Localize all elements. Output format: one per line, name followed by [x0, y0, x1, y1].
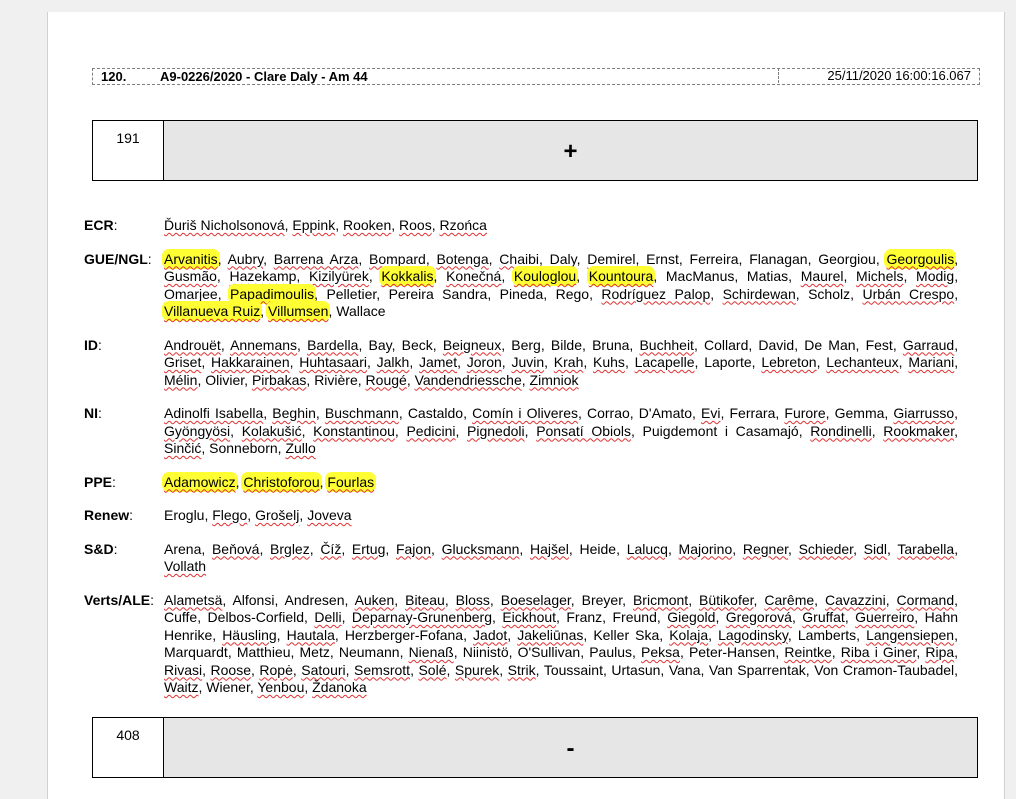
member-name: Franz	[566, 609, 603, 625]
member-name: Spurek	[454, 661, 500, 678]
member-name: Evi	[701, 405, 721, 421]
member-name: Wiener	[206, 679, 250, 695]
against-count: 408	[93, 718, 164, 777]
member-name: Matias	[746, 268, 789, 284]
member-name: Sidl	[863, 540, 888, 557]
group-label-text: Verts/ALE	[84, 591, 151, 608]
member-name: Carême	[764, 591, 815, 608]
member-name: Toussaint	[543, 661, 603, 678]
member-name: Roos	[399, 217, 432, 233]
member-name: Kokkalis	[381, 268, 434, 284]
member-name: Rzońca	[439, 217, 487, 233]
member-name: Hajšel	[530, 540, 569, 557]
member-name: Marquardt	[164, 644, 228, 660]
member-name: Olivier	[205, 371, 245, 388]
member-name: Ďuriš Nicholsonová	[164, 217, 285, 233]
member-name: Metz	[299, 644, 330, 660]
member-name: Pirbakas	[251, 371, 307, 388]
member-name: Ertug	[351, 540, 386, 557]
vote-title: A9-0226/2020 - Clare Daly - Am 44	[160, 69, 368, 84]
member-name: Konstantinou	[313, 422, 395, 439]
group-label-text: S&D	[84, 540, 114, 557]
member-name: Juvin	[511, 354, 545, 370]
member-name: Michels	[856, 268, 904, 284]
group-label: ECR:	[84, 217, 118, 233]
member-name: Villumsen	[268, 303, 329, 319]
member-name: Beghin	[272, 405, 316, 421]
member-name: Bay	[368, 336, 392, 353]
member-name: Puigdemont i Casamajó	[642, 422, 799, 439]
member-name: Maurel	[800, 268, 844, 284]
member-name: David	[758, 336, 795, 353]
member-name: Bricmont	[632, 591, 689, 608]
member-name: Arena	[164, 540, 202, 557]
member-name: Rookmaker	[883, 422, 955, 439]
member-name: Giegold	[667, 609, 716, 625]
member-name: Reintke	[784, 644, 832, 660]
for-count-box	[92, 120, 978, 181]
member-name: Fourlas	[327, 473, 375, 490]
member-name: Hazekamp	[229, 268, 297, 284]
member-name: Peter-Hansen	[688, 644, 776, 660]
member-name: Heide	[579, 540, 617, 557]
member-name: Gruffat	[802, 609, 845, 625]
group-label: PPE:	[84, 473, 116, 490]
member-name: Von Cramon-Taubadel	[814, 661, 955, 678]
member-name: Bilde	[550, 336, 583, 353]
member-name: Lalucq	[626, 540, 668, 557]
member-name: Rivière	[314, 371, 358, 388]
member-name: Hahn Henrike	[164, 609, 959, 643]
member-name: Matthieu	[236, 644, 291, 660]
for-count: 191	[93, 121, 164, 180]
member-name: Alfonsi	[232, 591, 275, 608]
member-name: Comín i Oliveres	[472, 405, 578, 421]
member-name: Rego	[555, 285, 590, 302]
group-renew	[84, 507, 958, 525]
member-name: Konečná	[446, 268, 502, 284]
member-name: Sonneborn	[209, 440, 278, 456]
group-label: Verts/ALE:	[84, 591, 155, 608]
member-name: Rodríguez Palop	[601, 285, 711, 302]
group-label-text: GUE/NGL	[84, 250, 148, 267]
member-name: Herzberger-Fofana	[344, 626, 464, 643]
group-ni	[84, 405, 958, 458]
member-name: Andresen	[284, 591, 345, 608]
member-name: Garraud	[902, 336, 955, 353]
member-name: Aubry	[227, 250, 264, 267]
member-name: Semsrott	[354, 661, 411, 678]
group-member-list: Ďuriš Nicholsonová, Eppink, Rooken, Roos, Rzońca	[164, 217, 487, 233]
vote-number: 120.	[101, 69, 127, 84]
group-member-list: Androuët, Annemans, Bardella, Bay, Beck, Beigneux, Berg, Bilde, Bruna, Buchheit, Collard, David, De Man, Fest, Garraud, Griset, Hakkarainen, Huhtasaari, Jalkh, Jamet, Joron, Juvin, Krah, Kuhs, Lacapelle, Laporte, Lebreton, Lechanteux, Mariani, Mélin, Olivier, Pirbakas, Rivière, Rougé, Vandendriessche, Zimniok	[164, 336, 959, 388]
member-name: Biteau	[405, 591, 445, 608]
group-label: GUE/NGL:	[84, 250, 152, 267]
group-label-text: Renew	[84, 507, 130, 523]
member-name: Häusling	[222, 626, 277, 643]
member-name: Ernst	[646, 250, 679, 267]
member-name: Villanueva Ruiz	[164, 303, 261, 319]
member-name: Sinčić	[164, 440, 202, 456]
member-name: Arvanitis	[164, 250, 218, 267]
member-name: Fest	[865, 336, 893, 353]
member-name: Buchheit	[639, 336, 694, 353]
member-name: Hakkarainen	[211, 354, 290, 370]
member-name: Beigneux	[442, 336, 502, 353]
member-name: Mariani	[908, 354, 955, 370]
member-name: Vandendriessche	[414, 371, 522, 388]
member-name: Lechanteux	[826, 354, 899, 370]
document-page	[47, 12, 1005, 799]
member-name: Freund	[612, 609, 657, 625]
member-name: Gusmão	[164, 268, 217, 284]
group-label: S&D:	[84, 540, 118, 557]
member-name: Eppink	[292, 217, 336, 233]
member-name: Pedicini	[406, 422, 456, 439]
member-name: Kuhs	[593, 354, 625, 370]
member-name: Flanagan	[749, 250, 808, 267]
member-name: O'Sullivan	[517, 644, 581, 660]
member-name: Krah	[553, 354, 584, 370]
member-name: Castaldo	[407, 405, 464, 421]
member-name: Delbos-Corfield	[207, 609, 305, 625]
group-label: NI:	[84, 405, 102, 421]
group-s-d	[84, 541, 958, 576]
member-name: Pineda	[499, 285, 544, 302]
member-name: Jakeliūnas	[517, 626, 584, 643]
group-member-list: Adamowicz, Christoforou, Fourlas	[164, 473, 375, 490]
vote-datetime: 25/11/2020 16:00:16.067	[778, 68, 979, 83]
group-member-list: Eroglu, Flego, Grošelj, Joveva	[164, 507, 352, 523]
group-verts-ale	[84, 592, 958, 697]
member-name: Lamberts	[797, 626, 857, 643]
member-name: Christoforou	[243, 473, 320, 490]
member-name: Peksa	[641, 644, 680, 660]
member-name: Rougé	[365, 371, 407, 388]
member-name: Ponsatí Obiols	[536, 422, 631, 439]
member-name: Joveva	[307, 507, 352, 523]
member-name: Modig	[916, 268, 955, 284]
member-name: MacManus	[665, 268, 735, 284]
member-name: Niinistö	[462, 644, 509, 660]
member-name: Omarjee	[164, 285, 218, 302]
member-name: Jalkh	[376, 354, 410, 370]
group-label-text: ECR	[84, 217, 114, 233]
member-name: Keller Ska	[593, 626, 660, 643]
group-label: ID:	[84, 336, 102, 353]
member-name: Vana	[668, 661, 701, 678]
member-name: Daly	[549, 250, 577, 267]
member-name: Gyöngyösi	[164, 422, 231, 439]
member-name: Neumann	[338, 644, 400, 660]
group-member-list: Alametsä, Alfonsi, Andresen, Auken, Biteau, Bloss, Boeselager, Breyer, Bricmont, Bütikofer, Carême, Cavazzini, Cormand, Cuffe, Delbos-Corfield, Delli, Deparnay-Grunenberg, Eickhout, Franz, Freund, Giegold, Gregorová, Gruffat, Guerreiro, Hahn Henrike, Häusling, Hautala, Herzberger-Fofana, Jadot, Jakeliūnas, Keller Ska, Kolaja, Lagodinsky, Lamberts, Langensiepen, Marquardt, Matthieu, Metz, Neumann, Nienaß, Niinistö, O'Sullivan, Paulus, Peksa, Peter-Hansen, Reintke, Riba i Giner, Ripa, Rivasi, Roose, Ropė, Satouri, Semsrott, Solé, Spurek, Strik, Toussaint, Urtasun, Vana, Van Sparrentak, Von Cramon-Taubadel, Waitz, Wiener, Yenbou, Ždanoka	[164, 591, 959, 695]
member-name: Annemans	[230, 336, 298, 353]
member-name: Regner	[742, 540, 788, 557]
member-name: Satouri	[301, 661, 346, 678]
member-name: Bompard	[369, 250, 426, 267]
member-name: Nienaß	[408, 644, 454, 660]
member-name: Auken	[354, 591, 395, 608]
member-name: Fajon	[395, 540, 431, 557]
group-member-list: Arvanitis, Aubry, Barrena Arza, Bompard, Botenga, Chaibi, Daly, Demirel, Ernst, Ferreira, Flanagan, Georgiou, Georgoulis, Gusmão, Hazekamp, Kizilyürek, Kokkalis, Konečná, Kouloglou, Kountoura, MacManus, Matias, Maurel, Michels, Modig, Omarjee, Papadimoulis, Pelletier, Pereira Sandra, Pineda, Rego, Rodríguez Palop, Schirdewan, Scholz, Urbán Crespo, Villanueva Ruiz, Villumsen, Wallace	[164, 250, 959, 319]
member-name: Cuffe	[164, 609, 198, 625]
member-name: Ropė	[259, 661, 293, 678]
member-name: Urtasun	[611, 661, 661, 678]
member-name: Adamowicz	[164, 473, 236, 490]
member-name: Kountoura	[588, 268, 654, 284]
member-name: Beck	[401, 336, 433, 353]
voter-groups	[84, 217, 958, 713]
member-name: Brglez	[270, 540, 310, 557]
group-gue-ngl	[84, 251, 958, 321]
member-name: Delli	[314, 609, 342, 625]
member-name: De Man	[804, 336, 856, 353]
member-name: Rivasi	[164, 661, 203, 678]
for-symbol: +	[164, 121, 977, 180]
member-name: Schieder	[798, 540, 854, 557]
member-name: Tarabella	[897, 540, 955, 557]
member-name: Glucksmann	[441, 540, 520, 557]
member-name: Botenga	[436, 250, 489, 267]
member-name: Laporte	[704, 354, 752, 370]
member-name: D'Amato	[638, 405, 693, 421]
member-name: Lebreton	[761, 354, 817, 370]
member-name: Gemma	[834, 405, 885, 421]
member-name: Ferrara	[729, 405, 776, 421]
member-name: Pereira Sandra	[388, 285, 488, 302]
member-name: Wallace	[336, 303, 386, 319]
member-name: Demirel	[587, 250, 636, 267]
member-name: Kolakušić	[241, 422, 302, 439]
member-name: Pignedoli	[467, 422, 525, 439]
group-label-text: ID	[84, 336, 98, 353]
member-name: Ferreira	[689, 250, 739, 267]
member-name: Chaibi	[499, 250, 539, 267]
member-name: Ripa	[925, 644, 955, 660]
member-name: Alametsä	[164, 591, 223, 608]
member-name: Griset	[164, 354, 202, 370]
member-name: Solé	[418, 661, 447, 678]
group-label-text: NI	[84, 405, 98, 421]
member-name: Grošelj	[255, 507, 300, 523]
member-name: Jadot	[473, 626, 508, 643]
member-name: Deparnay-Grunenberg	[351, 609, 493, 625]
member-name: Hautala	[286, 626, 335, 643]
member-name: Mélin	[164, 371, 198, 388]
member-name: Bloss	[455, 591, 490, 608]
group-ppe	[84, 474, 958, 492]
member-name: Kolaja	[669, 626, 709, 643]
member-name: Bütikofer	[699, 591, 754, 608]
member-name: Scholz	[808, 285, 851, 302]
member-name: Cormand	[896, 591, 955, 608]
member-name: Giarrusso	[893, 405, 955, 421]
member-name: Rondinelli	[810, 422, 872, 439]
member-name: Flego	[212, 507, 248, 523]
member-name: Waitz	[164, 679, 199, 695]
member-name: Papadimoulis	[230, 285, 315, 302]
member-name: Kizilyürek	[308, 268, 369, 284]
member-name: Langensiepen	[866, 626, 955, 643]
group-member-list: Arena, Beňová, Brglez, Číž, Ertug, Fajon, Glucksmann, Hajšel, Heide, Lalucq, Majorino, Regner, Schieder, Sidl, Tarabella, Vollath	[164, 540, 959, 574]
member-name: Lacapelle	[634, 354, 695, 370]
member-name: Schirdewan	[722, 285, 796, 302]
group-label: Renew:	[84, 507, 134, 523]
member-name: Joron	[466, 354, 502, 370]
member-name: Boeselager	[500, 591, 571, 608]
member-name: Furore	[784, 405, 826, 421]
member-name: Georgoulis	[886, 250, 955, 267]
member-name: Číž	[320, 540, 342, 557]
member-name: Riba i Giner	[840, 644, 917, 660]
member-name: Bardella	[307, 336, 359, 353]
member-name: Lagodinsky	[718, 626, 788, 643]
member-name: Urbán Crespo	[862, 285, 955, 302]
member-name: Georgiou	[818, 250, 876, 267]
member-name: Collard	[704, 336, 749, 353]
group-ecr	[84, 217, 958, 235]
member-name: Bruna	[592, 336, 630, 353]
member-name: Vollath	[164, 558, 207, 574]
member-name: Rooken	[342, 217, 392, 233]
group-member-list: Adinolfi Isabella, Beghin, Buschmann, Castaldo, Comín i Oliveres, Corrao, D'Amato, Evi, Ferrara, Furore, Gemma, Giarrusso, Gyöngyösi, Kolakušić, Konstantinou, Pedicini, Pignedoli, Ponsatí Obiols, Puigdemont i Casamajó, Rondinelli, Rookmaker, Sinčić, Sonneborn, Zullo	[164, 405, 958, 456]
member-name: Strik	[507, 661, 536, 678]
member-name: Jamet	[418, 354, 458, 370]
group-id	[84, 337, 958, 390]
member-name: Breyer	[581, 591, 623, 608]
member-name: Zimniok	[529, 371, 579, 388]
member-name: Cavazzini	[825, 591, 886, 608]
member-name: Yenbou	[257, 679, 305, 695]
member-name: Huhtasaari	[299, 354, 367, 370]
against-count-box	[92, 717, 978, 778]
member-name: Zullo	[285, 440, 316, 456]
member-name: Ždanoka	[312, 679, 367, 695]
member-name: Gregorová	[725, 609, 792, 625]
member-name: Buschmann	[324, 405, 399, 421]
member-name: Adinolfi Isabella	[164, 405, 264, 421]
member-name: Beňová	[211, 540, 260, 557]
vote-header	[92, 68, 980, 85]
member-name: Eickhout	[502, 609, 557, 625]
against-symbol: -	[164, 718, 977, 777]
member-name: Roose	[210, 661, 251, 678]
member-name: Van Sparrentak	[708, 661, 806, 678]
member-name: Kouloglou	[513, 268, 577, 284]
member-name: Corrao	[586, 405, 630, 421]
member-name: Pelletier	[326, 285, 377, 302]
member-name: Androuët	[164, 336, 221, 353]
member-name: Barrena Arza	[273, 250, 359, 267]
group-label-text: PPE	[84, 473, 113, 490]
member-name: Berg	[511, 336, 541, 353]
member-name: Eroglu	[164, 507, 205, 523]
member-name: Majorino	[678, 540, 733, 557]
member-name: Paulus	[589, 644, 633, 660]
member-name: Guerreiro	[855, 609, 915, 625]
